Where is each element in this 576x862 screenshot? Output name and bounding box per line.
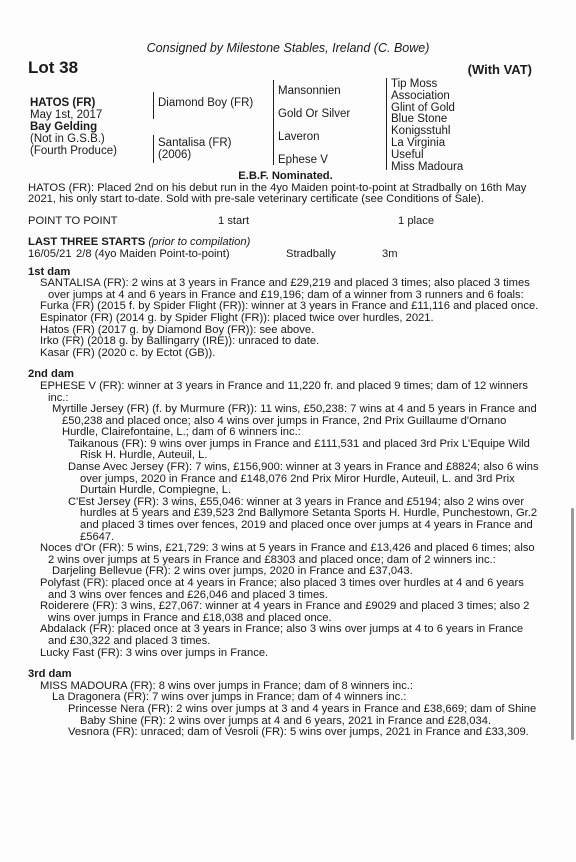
second-dam-entry: Abdalack (FR): placed once at 3 years in France; also 3 wins over jumps at 4 to 6 years in France and £30,322 and placed 3 times. xyxy=(40,623,524,647)
ebf-note: E.B.F. Nominated. xyxy=(238,170,333,182)
granddam: Gold Or Silver xyxy=(278,108,351,120)
great-grandparent: Tip Moss xyxy=(391,78,438,90)
third-dam-entry: Princesse Nera (FR): 2 wins over jumps at 3 and 4 years in France and £38,669; dam of Shine Baby Shine (FR): 2 wins over jumps at 4 and 6 years, 2021 in France and £28,034. xyxy=(68,702,537,727)
last-three-row xyxy=(28,249,543,261)
third-dam-heading: 3rd dam xyxy=(28,668,72,681)
vat-note: (With VAT) xyxy=(467,62,532,77)
last-three-sub: (prior to compilation) xyxy=(148,236,251,249)
race-course: Stradbally xyxy=(286,247,336,260)
second-dam-heading: 2nd dam xyxy=(28,368,75,381)
great-grandparent: Blue Stone xyxy=(391,113,448,126)
first-dam-entry: Hatos (FR) (2017 g. by Diamond Boy (FR)): see above. xyxy=(40,323,315,336)
first-dam-heading: 1st dam xyxy=(28,265,71,278)
first-dam-entry: SANTALISA (FR): 2 wins at 3 years in France and £29,219 and placed 3 times; also placed 3 times over jumps at 4 and 6 years in France and £19,196; dam of a winner from 3 runners and 6 foals: xyxy=(40,277,530,301)
great-grandparent: La Virginia xyxy=(391,136,446,149)
ptp-row xyxy=(28,216,543,228)
horse-sex: Bay Gelding xyxy=(30,121,98,133)
second-dam-entry: EPHESE V (FR): winner at 3 years in France and 11,220 fr. and placed 9 times; dam of 12 winners inc.: xyxy=(40,379,528,404)
ptp-label: POINT TO POINT xyxy=(28,214,118,227)
first-dam-entry: Irko (FR) (2018 g. by Ballingarry (IRE)): unraced to date. xyxy=(40,335,320,348)
catalogue-body xyxy=(28,171,543,739)
great-grandparent: Miss Madoura xyxy=(391,160,464,173)
lot-number: Lot 38 xyxy=(28,58,79,77)
great-grandparents xyxy=(391,79,463,173)
third-dam-entry: Vesnora (FR): unraced; dam of Vesroli (FR): 5 wins over jumps, 2021 in France and £33,309. xyxy=(68,726,529,739)
granddam: Ephese V xyxy=(278,154,328,166)
second-dam-entry: Polyfast (FR): placed once at 4 years in France; also placed 3 times over hurdles at 4 and 6 years and 3 wins over fences and £26,046 and placed 3 times. xyxy=(40,577,524,601)
grandsire: Mansonnien xyxy=(278,85,341,97)
second-dam-entry: Lucky Fast (FR): 3 wins over jumps in France. xyxy=(40,646,269,659)
third-dam-entry: MISS MADOURA (FR): 8 wins over jumps in France; dam of 8 winners inc.: xyxy=(40,679,414,692)
scrollbar[interactable] xyxy=(571,508,574,740)
horse-gsb: (Not in G.S.B.) xyxy=(30,133,105,145)
race-date: 16/05/21 xyxy=(28,247,72,260)
sire: Diamond Boy (FR) xyxy=(158,97,254,109)
consignor-line: Consigned by Milestone Stables, Ireland (C. Bowe) xyxy=(146,41,430,55)
second-dam-entry: C'Est Jersey (FR): 3 wins, £55,046: winner at 3 years in France and £5194; also 2 wins over hurdles at 5 years and £39,523 2nd Ballymore Setanta Sports H. Hurdle, Punchestown, Gr.2 and placed 3 times over fences, 2019 and placed once over jumps at 4 years in France and £5647. xyxy=(68,495,538,543)
horse-name: HATOS (FR) xyxy=(30,97,96,109)
second-dam-entry: Darjeling Bellevue (FR): 2 wins over jumps, 2020 in France and £37,043. xyxy=(52,565,413,578)
horse-details xyxy=(30,97,117,157)
horse-dob: May 1st, 2017 xyxy=(30,109,103,121)
pedigree-bracket xyxy=(153,92,154,119)
pedigree-bracket xyxy=(386,78,387,170)
great-grandparent: Glint of Gold xyxy=(391,101,455,114)
first-dam-entry: Espinator (FR) (2014 g. by Spider Flight (FR)): placed twice over hurdles, 2021. xyxy=(40,311,434,324)
third-dam-entry: La Dragonera (FR): 7 wins over jumps in France; dam of 4 winners inc.: xyxy=(52,691,407,704)
race-result: 2/8 (4yo Maiden Point-to-point) xyxy=(76,247,230,260)
great-grandparent: Useful xyxy=(391,148,424,161)
great-grandparent: Konigsstuhl xyxy=(391,125,451,138)
first-dam-entry: Furka (FR) (2015 f. by Spider Flight (FR)): winner at 3 years in France and £11,116 and placed once. xyxy=(40,300,539,313)
ptp-starts: 1 start xyxy=(218,214,250,227)
second-dam-entry: Roiderere (FR): 3 wins, £27,067: winner at 4 years in France and £9029 and placed 3 times; also 2 wins over jumps in France and £18,038 and placed once. xyxy=(40,600,530,624)
second-dam-entry: Myrtille Jersey (FR) (f. by Murmure (FR)): 11 wins, £50,238: 7 wins at 4 and 5 years in France and £50,238 and placed once; also 4 wins over jumps in France, 2nd Prix Guillaume d'Ornano Hurdle, Clairefontaine, L.; dam of 6 winners inc.: xyxy=(52,403,537,439)
first-dam-entry: Kasar (FR) (2020 c. by Ectot (GB)). xyxy=(40,346,216,359)
horse-produce: (Fourth Produce) xyxy=(30,145,117,157)
race-distance: 3m xyxy=(382,247,398,260)
grandsire: Laveron xyxy=(278,131,320,143)
ptp-places: 1 place xyxy=(398,214,435,227)
pedigree-bracket xyxy=(153,135,154,163)
last-three-title: LAST THREE STARTS xyxy=(28,236,146,249)
dam: Santalisa (FR) xyxy=(158,137,232,149)
second-dam-entry: Danse Avec Jersey (FR): 7 wins, £156,900: winner at 3 years in France and £8824; also 6 wins over jumps, 2020 in France and £148,076 2nd Prix Miror Hurdle, Auteuil, L. and 3rd Prix Durtain Hurdle, Compiegne, L. xyxy=(68,461,539,497)
great-grandparent: Association xyxy=(391,89,450,102)
second-dam-entry: Taikanous (FR): 9 wins over jumps in France and £111,531 and placed 3rd Prix L'Equipe Wild Risk H. Hurdle, Auteuil, L. xyxy=(68,437,530,462)
pedigree-bracket xyxy=(273,80,274,165)
dam-year: (2006) xyxy=(158,149,192,161)
second-dam-entry: Noces d'Or (FR): 5 wins, £21,729: 3 wins at 5 years in France and £13,426 and placed 6 times; also 2 wins over jumps at 5 years in France and £8303 and placed once; dam of 2 winners inc.: xyxy=(40,542,535,566)
race-summary: HATOS (FR): Placed 2nd on his debut run in the 4yo Maiden point-to-point at Stradbally on 16th May 2021, his only start to-date. Sold with pre-sale veterinary certificate (see Conditions of Sale). xyxy=(28,181,527,206)
